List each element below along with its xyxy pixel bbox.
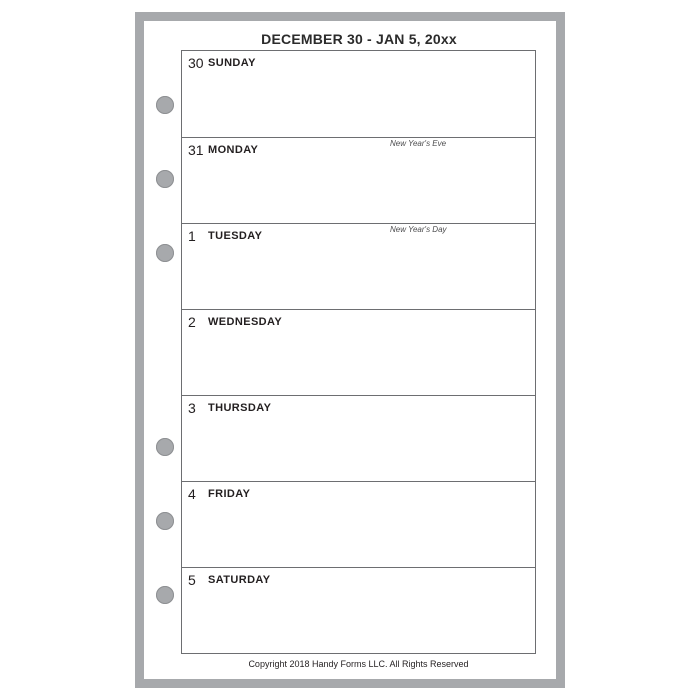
- day-name: TUESDAY: [208, 230, 263, 242]
- day-name: WEDNESDAY: [208, 316, 283, 328]
- day-name: THURSDAY: [208, 402, 272, 414]
- day-name: MONDAY: [208, 144, 259, 156]
- copyright-footer: Copyright 2018 Handy Forms LLC. All Rights Reserved: [248, 659, 469, 669]
- day-number: 30: [188, 55, 204, 71]
- binder-hole: [156, 586, 174, 604]
- day-row-sunday[interactable]: [182, 51, 535, 137]
- holiday-note: New Year's Day: [390, 225, 447, 234]
- day-name: SATURDAY: [208, 574, 271, 586]
- binder-hole: [156, 512, 174, 530]
- day-name: SUNDAY: [208, 57, 256, 69]
- holiday-note: New Year's Eve: [390, 139, 447, 148]
- day-number: 4: [188, 486, 196, 502]
- day-row-tuesday[interactable]: [182, 223, 535, 309]
- week-grid: [181, 50, 536, 654]
- day-row-wednesday[interactable]: [182, 309, 535, 395]
- day-number: 3: [188, 400, 196, 416]
- week-title: DECEMBER 30 - JAN 5, 20xx: [261, 31, 457, 47]
- day-number: 5: [188, 572, 196, 588]
- day-row-monday[interactable]: [182, 137, 535, 223]
- binder-hole: [156, 96, 174, 114]
- day-name: FRIDAY: [208, 488, 251, 500]
- binder-hole: [156, 170, 174, 188]
- day-row-thursday[interactable]: [182, 395, 535, 481]
- day-row-friday[interactable]: [182, 481, 535, 567]
- binder-hole: [156, 438, 174, 456]
- day-number: 31: [188, 142, 204, 158]
- day-number: 2: [188, 314, 196, 330]
- binder-hole: [156, 244, 174, 262]
- day-number: 1: [188, 228, 196, 244]
- day-row-saturday[interactable]: [182, 567, 535, 653]
